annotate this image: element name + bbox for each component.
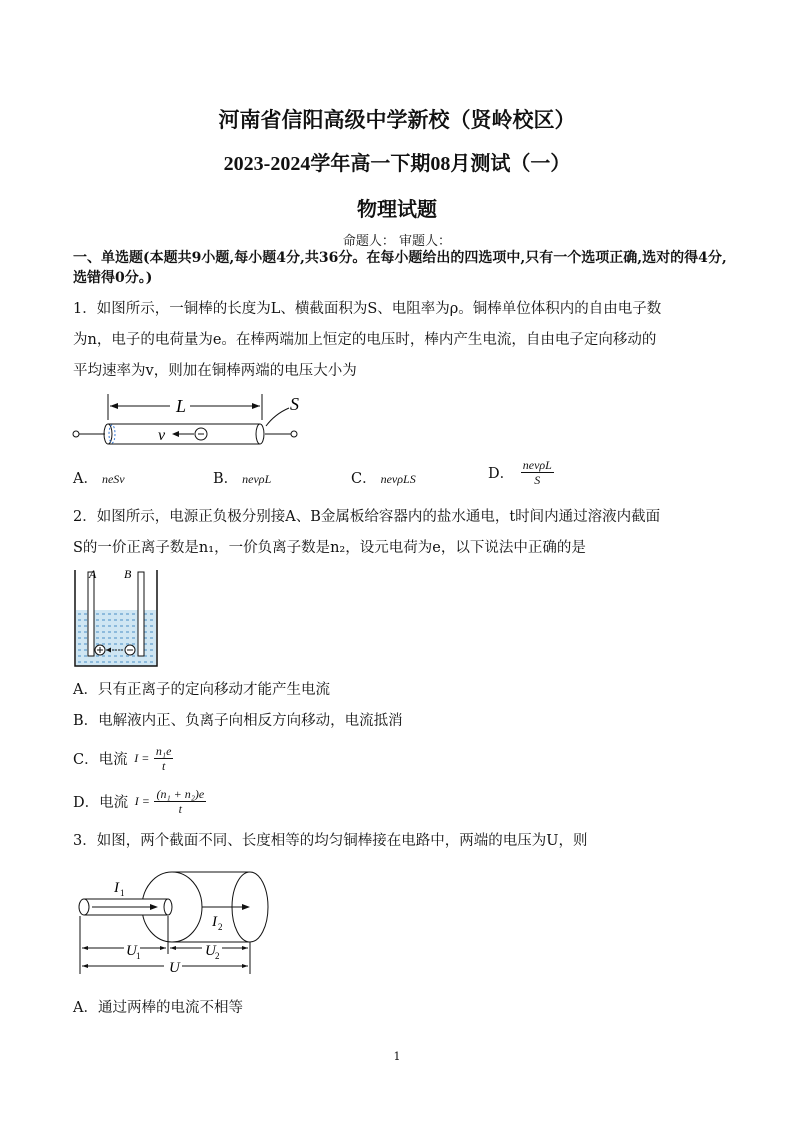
exam-title: 2023-2024学年高一下期08月测试（一） (223, 153, 571, 175)
q2-option-c: C．电流 I = $\frac{\text{n₁e}}{t}$ (73, 744, 172, 773)
q3-fig-U: U (169, 960, 180, 976)
q3-text (73, 826, 723, 857)
q2-option-d: D．电流 I = $\frac{\text{(n₁ + n₂)e}}{t}$ (73, 787, 205, 816)
q1-option-a: A． neSv (73, 471, 125, 487)
q2-fig-A: A (89, 567, 97, 581)
subject-title: 物理试题 (357, 197, 437, 221)
q1-d-numerator: nevρL (522, 458, 552, 472)
q1-text (73, 294, 723, 387)
q1-fig-L: L (176, 396, 187, 416)
q1-line1: 1．如图所示，一铜棒的长度为L、横截面积为S、电阻率为ρ。铜棒单位体积内的自由电子数 (73, 301, 662, 317)
q3-fig-I1-sub: 1 (120, 888, 125, 898)
q1-option-b: B． nevρL (213, 471, 272, 487)
q3-fig-U2-sub: 2 (215, 951, 220, 961)
q2-fig-B: B (124, 567, 132, 581)
section-heading: 一、单选题(本题共9小题,每小题4分,共36分。在每小题给出的四选项中,只有一个选项正确,选对的得4分,选错得0分。) (73, 250, 727, 286)
q3-two-rods-figure (72, 866, 287, 978)
q1-line3: 平均速率为v，则加在铜棒两端的电压大小为 (73, 363, 357, 379)
q3-line1: 3．如图，两个截面不同、长度相等的均匀铜棒接在电路中，两端的电压为U，则 (73, 833, 588, 849)
q1-copper-rod-figure (70, 392, 310, 452)
q3-fig-U2: U (205, 943, 216, 959)
q2-line2: S的一价正离子数是n₁，一价负离子数是n₂，设元电荷为e，以下说法中正确的是 (73, 540, 586, 556)
q1-option-d: D． $\frac{\text{nevρL}}{S}$ (488, 458, 552, 487)
q1-option-c: C． nevρLS (351, 471, 416, 487)
q2-c-numerator: n₁e (155, 744, 172, 758)
q2-option-a: A．只有正离子的定向移动才能产生电流 (73, 682, 330, 698)
q3-fig-I2: I (212, 914, 217, 930)
q2-text (73, 502, 723, 564)
q2-electrolysis-figure (72, 566, 162, 670)
q1-line2: 为n，电子的电荷量为e。在棒两端加上恒定的电压时，棒内产生电流，自由电子定向移动的 (73, 332, 657, 348)
q2-line1: 2．如图所示，电源正负极分别接A、B金属板给容器内的盐水通电，t时间内通过溶液内截面 (73, 509, 661, 525)
q2-option-b: B．电解液内正、负离子向相反方向移动，电流抵消 (73, 713, 403, 729)
q1-d-denominator: S (534, 473, 541, 487)
q2-d-numerator: (n₁ + n₂)e (156, 787, 205, 801)
q3-option-a: A．通过两棒的电流不相等 (73, 1000, 243, 1016)
authors-line: 命题人： 审题人： (342, 234, 452, 249)
q3-fig-U1: U (126, 943, 137, 959)
page-number: 1 (393, 1050, 401, 1063)
q2-c-denominator: t (162, 759, 166, 773)
q1-fig-S: S (290, 394, 299, 414)
q3-fig-U1-sub: 1 (136, 951, 141, 961)
q3-fig-I2-sub: 2 (218, 922, 223, 932)
q3-fig-I1: I (114, 880, 119, 896)
q2-d-denominator: t (178, 802, 182, 816)
school-title: 河南省信阳高级中学新校（贤岭校区） (218, 107, 576, 132)
q1-fig-v: v (158, 427, 166, 444)
